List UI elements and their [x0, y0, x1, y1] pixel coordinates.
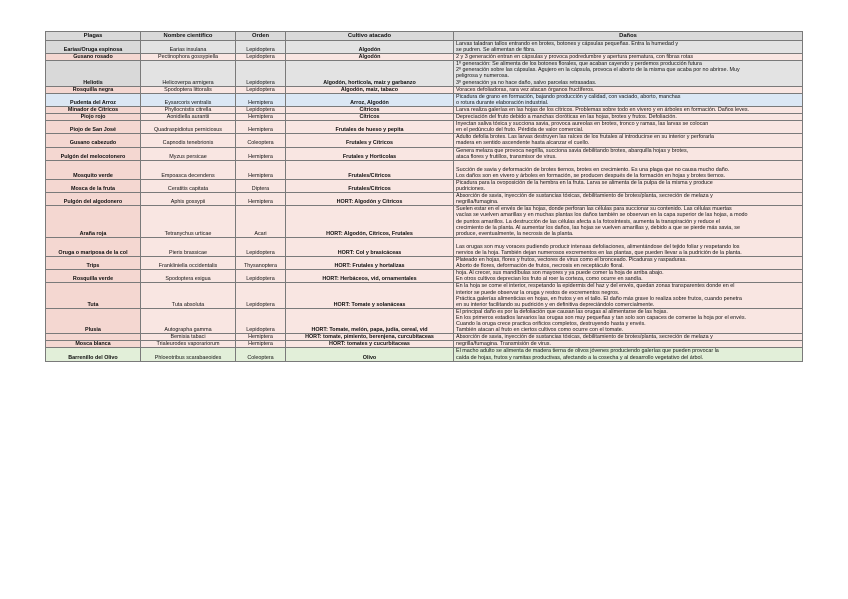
danos-line: hoja. Al crecer, sus mandíbulas son mayores y ya puede comer la hoja de arriba abajo. [456, 270, 664, 277]
table-row [46, 283, 803, 308]
cell-danos[interactable] [454, 54, 803, 61]
table-row [46, 93, 803, 106]
cell-orden[interactable]: Lepidoptera [236, 270, 286, 283]
cell-cultivo[interactable]: HORT: Frutales y hortalizas [286, 257, 454, 270]
cell-plaga[interactable]: Piojo de San José [46, 121, 141, 134]
header-plagas[interactable]: Plagas [46, 32, 141, 41]
table-body [46, 41, 803, 362]
danos-line: nervios de la hoja. También dejan numerosos excrementos en las plantas, que pueden llevar a la pudrición de la planta. [456, 250, 742, 256]
cell-nombre-cientifico[interactable]: Spodoptera exigua [141, 270, 236, 283]
cell-plaga[interactable]: Mosquito verde [46, 160, 141, 179]
cell-danos[interactable] [454, 206, 803, 237]
table-row [46, 206, 803, 237]
cell-plaga[interactable]: Trips [46, 257, 141, 270]
danos-line: Práctica galerías alimenticias en hojas, en frutos y en el tallo. El daño más grave lo realiza sobre frutos, cuando penetra [456, 295, 742, 302]
danos-line: caída de hojas, frutos y ramitas productivas, afectando a la cosecha y al desarrollo vegetativo del árbol. [456, 354, 704, 361]
cell-nombre-cientifico[interactable]: Frankliniella occidentalis [141, 257, 236, 270]
cell-plaga[interactable]: Gusano rosado [46, 54, 141, 61]
danos-line: 1º generación: Se alimenta de los botones florales, que acaban cayendo y perdemos producción futura [456, 61, 702, 68]
table-row [46, 121, 803, 134]
cell-plaga[interactable]: Barrenillo del Olivo [46, 348, 141, 361]
cell-cultivo[interactable]: Olivo [286, 348, 454, 361]
danos-line: En los primeros estadios larvarios las orugas son muy pequeñas y tan solo son capaces de comerse la hoja por el envés. [456, 314, 747, 321]
cell-plaga[interactable]: Araña roja [46, 206, 141, 237]
cell-orden[interactable]: Hemiptera [236, 334, 286, 341]
cell-cultivo[interactable]: HORT: Algodón, Cítricos, Frutales [286, 206, 454, 237]
cell-plaga[interactable]: Mosca de la fruta [46, 179, 141, 192]
cell-cultivo[interactable]: Frutales/Cítricos [286, 179, 454, 192]
cell-orden[interactable]: Acari [236, 206, 286, 237]
cell-plaga[interactable]: Earias/Oruga espinosa [46, 41, 141, 54]
cell-cultivo[interactable]: Cítricos [286, 114, 454, 121]
pest-table [45, 31, 803, 362]
danos-line: de puntos amarillos. La destrucción de las células afecta a la fotosíntesis, aumenta la transpiración y reduce el [456, 218, 720, 225]
cell-cultivo[interactable]: Arroz, Algodón [286, 93, 454, 106]
header-orden[interactable]: Orden [236, 32, 286, 41]
danos-line: 2º generación sobre las cápsulas. Agujero en la cápsula, provoca el aborto de la misma que acaba por no abrirse. Muy [456, 67, 740, 74]
danos-line: produce, eventualmente, la necrosis de la planta. [456, 230, 574, 237]
table-row [46, 179, 803, 192]
cell-orden[interactable]: Lepidoptera [236, 61, 286, 86]
cell-danos[interactable] [454, 147, 803, 160]
cell-cultivo[interactable]: HORT: Tomate, melón, papa, judía, cereal, vid [286, 308, 454, 333]
danos-line: interior se puede observar la oruga y restos de excrementos negros. [456, 289, 620, 296]
cell-cultivo[interactable]: Algodón [286, 41, 454, 54]
cell-cultivo[interactable]: HORT: Tomate y solanáceas [286, 283, 454, 308]
cell-cultivo[interactable]: Frutales de hueso y pepita [286, 121, 454, 134]
cell-plaga[interactable]: Pudenta del Arroz [46, 93, 141, 106]
cell-nombre-cientifico[interactable]: Quadraspidiotus perniciosus [141, 121, 236, 134]
cell-orden[interactable]: Hemiptera [236, 121, 286, 134]
table-row [46, 348, 803, 361]
cell-nombre-cientifico[interactable]: Pieris brassicae [141, 237, 236, 256]
danos-line: Aborto de flores, deformación de frutos, necrosis en receptáculo floral. [456, 263, 624, 270]
cell-plaga[interactable] [46, 334, 141, 341]
cell-plaga[interactable]: Piojo rojo [46, 114, 141, 121]
danos-line: 3º generación ya no hace daño, salvo parcelas retrasadas. [456, 79, 597, 86]
cell-plaga[interactable]: Oruga o mariposa de la col [46, 237, 141, 256]
danos-line: Absorción de savia, inyección de sustancias tóxicas, debilitamiento de brotes/planta, secreción de melaza y [456, 334, 713, 341]
table-row [46, 237, 803, 256]
danos-line: Absorción de savia, inyección de sustancias tóxicas, debilitamiento de brotes/planta, secreción de melaza y [456, 193, 713, 200]
header-cultivo-atacado[interactable]: Cultivo atacado [286, 32, 454, 41]
danos-line: en el pedúnculo del fruto. Pérdida de valor comercial. [456, 127, 584, 134]
cell-nombre-cientifico[interactable]: Tetranychus urticae [141, 206, 236, 237]
table-row [46, 160, 803, 179]
cell-cultivo[interactable]: HORT: tomates y cucurbitaceas [286, 341, 454, 348]
cell-plaga[interactable]: Rosquilla negra [46, 86, 141, 93]
cell-nombre-cientifico[interactable]: Ceratitis capitata [141, 179, 236, 192]
cell-danos[interactable] [454, 114, 803, 121]
danos-line: Plateado en hojas, flores y frutos, vectores de virus como el bronceado. Picaduras y raspaduras. [456, 257, 687, 264]
danos-line: pudriciones. [456, 186, 486, 193]
cell-orden[interactable]: Hemiptera [236, 93, 286, 106]
cell-danos[interactable] [454, 41, 803, 54]
cell-nombre-cientifico[interactable]: Pectinophora gossypiella [141, 54, 236, 61]
danos-line: Las orugas son muy voraces pudiendo producir intensas defoliaciones, alimentándose del tejido foliar y respetando los [456, 243, 740, 250]
cell-orden[interactable]: Diptera [236, 179, 286, 192]
danos-line: En otros cultivos deprecian los fruto al roer la corteza, como ocurre en sandía. [456, 276, 643, 283]
cell-orden[interactable]: Lepidoptera [236, 54, 286, 61]
cell-nombre-cientifico[interactable]: Aphis gossypii [141, 193, 236, 206]
danos-line: Picadura para la ovoposición de la hembra en la fruta. Larva se alimenta de la pulpa de la misma y produce [456, 179, 713, 186]
cell-plaga[interactable]: Minador de Cítricos [46, 106, 141, 113]
cell-nombre-cientifico[interactable]: Capnodis tenebrionis [141, 134, 236, 147]
header-nombre-cientifico[interactable]: Nombre científico [141, 32, 236, 41]
header-row [46, 32, 803, 41]
cell-cultivo[interactable]: Frutales y Horticolas [286, 147, 454, 160]
danos-line: Los daños son en vivero y árboles en formación, se producen después de la formación en hojas y brotes tiernos. [456, 172, 726, 179]
danos-line: Suelen estar en el envés de las hojas, donde perforan las células para succionar su contenido. Las células muertas [456, 206, 732, 213]
table-row [46, 41, 803, 54]
cell-plaga[interactable]: Gusano cabezudo [46, 134, 141, 147]
danos-line: Larvas taladran tallos entrando en brotes, botones y cápsulas pequeñas. Entra la humedad y [456, 41, 679, 47]
danos-line: El macho adulto se alimenta de madera tierna de olivos jóvenes produciendo galerías que pueden provocar la [456, 348, 719, 355]
danos-line: ataca flores y frutillos, transmisor de virus. [456, 153, 557, 160]
danos-line: Picadura de grano en formación, bajando producción y calidad, con vaciado, aborto, manchas [456, 93, 681, 100]
cell-orden[interactable]: Lepidoptera [236, 86, 286, 93]
cell-nombre-cientifico[interactable]: Trialeurodes vaporariorum [141, 341, 236, 348]
danos-line: Larva realiza galerías en las hojas de los cítricos. Problemas sobre todo en vivero y en árboles en formación. Daños leves. [456, 106, 750, 113]
cell-plaga[interactable]: Heliotis [46, 61, 141, 86]
cell-nombre-cientifico[interactable]: Aonidiella aurantii [141, 114, 236, 121]
danos-line: En la hoja se come el interior, respetando la epidermis del haz y del envés, quedan zonas transparentes donde en el [456, 283, 735, 290]
cell-orden[interactable]: Thysanoptera [236, 257, 286, 270]
danos-line: Cuando la oruga crece practica orificios completos, destruyendo hasta y envés. [456, 321, 646, 328]
cell-orden[interactable]: Coleoptera [236, 134, 286, 147]
cell-danos[interactable] [454, 283, 803, 308]
header-danos[interactable]: Daños [454, 32, 803, 41]
cell-plaga[interactable]: Pulgón del melocotonero [46, 147, 141, 160]
cell-orden[interactable]: Coleoptera [236, 348, 286, 361]
cell-plaga[interactable]: Pulgón del algodonero [46, 193, 141, 206]
danos-line: peligrosa y numerosa. [456, 73, 510, 80]
cell-danos[interactable] [454, 160, 803, 179]
cell-plaga[interactable]: Tuta [46, 283, 141, 308]
cell-cultivo[interactable]: HORT: Algodón y Cítricos [286, 193, 454, 206]
cell-orden[interactable]: Lepidoptera [236, 308, 286, 333]
cell-cultivo[interactable]: HORT: Col y brasicáceas [286, 237, 454, 256]
cell-danos[interactable] [454, 61, 803, 86]
danos-line: El principal daño es por la defoliación que causan las orugas al alimentarse de las hojas. [456, 308, 668, 315]
cell-nombre-cientifico[interactable]: Phyllocnistis citrella [141, 106, 236, 113]
cell-orden[interactable]: Lepidoptera [236, 237, 286, 256]
cell-nombre-cientifico[interactable]: Eysarcoris ventralis [141, 93, 236, 106]
danos-line: se pudren. Se alimentan de fibra. [456, 47, 536, 54]
cell-plaga[interactable]: Rosquilla verde [46, 270, 141, 283]
cell-danos[interactable] [454, 237, 803, 256]
danos-line: Depreciación del fruto debido a manchas cloróticas en las hojas, brotes y frutos. Defoliación. [456, 114, 677, 121]
table-row [46, 341, 803, 348]
table-row [46, 134, 803, 147]
cell-orden[interactable]: Lepidoptera [236, 106, 286, 113]
table-row [46, 54, 803, 61]
cell-nombre-cientifico[interactable]: Earias insulana [141, 41, 236, 54]
cell-danos[interactable] [454, 270, 803, 283]
danos-line: vacías se vuelven amarillas y en muchas plantas los daños también se observan en la capa superior de las hojas, a modo [456, 212, 748, 219]
cell-orden[interactable]: Lepidoptera [236, 41, 286, 54]
cell-danos[interactable] [454, 121, 803, 134]
cell-danos[interactable] [454, 257, 803, 270]
cell-cultivo[interactable]: Algodón [286, 54, 454, 61]
cell-danos[interactable] [454, 106, 803, 113]
cell-nombre-cientifico[interactable]: Phloeotribus scarabaeoides [141, 348, 236, 361]
cell-danos[interactable] [454, 134, 803, 147]
cell-nombre-cientifico[interactable]: Helicoverpa armigera [141, 61, 236, 86]
table-row [46, 114, 803, 121]
cell-nombre-cientifico[interactable]: Spodoptera littoralis [141, 86, 236, 93]
cell-plaga[interactable]: Plusia [46, 308, 141, 333]
danos-line: También atacan al fruto en ciertos cultivos como ocurre con el tomate. [456, 327, 624, 334]
danos-line: Genera melaza que provoca negrilla, succiona savia debilitando brotes, abarquilla hojas y brotes, [456, 147, 689, 154]
cell-cultivo[interactable]: HORT: Herbáceos, vid, ornamentales [286, 270, 454, 283]
danos-line: o rotura durante elaboración industrial. [456, 99, 549, 106]
cell-plaga[interactable]: Mosca blanca [46, 341, 141, 348]
cell-nombre-cientifico[interactable]: Bemisia tabaci [141, 334, 236, 341]
table-row [46, 334, 803, 341]
cell-orden[interactable]: Hemiptera [236, 193, 286, 206]
cell-orden[interactable]: Hemiptera [236, 147, 286, 160]
danos-line: Adulto defolia brotes. Las larvas destruyen las raíces de los frutales al introducirse en su interior y perforarla [456, 134, 714, 141]
table-row [46, 61, 803, 86]
cell-orden[interactable]: Hemiptera [236, 341, 286, 348]
cell-cultivo[interactable]: Algodón, horticola, maiz y garbanzo [286, 61, 454, 86]
cell-danos[interactable] [454, 193, 803, 206]
cell-danos[interactable] [454, 93, 803, 106]
cell-cultivo[interactable]: Frutales y Cítricos [286, 134, 454, 147]
table-row [46, 86, 803, 93]
cell-nombre-cientifico[interactable]: Myzus persicae [141, 147, 236, 160]
cell-cultivo[interactable]: Algodón, maiz, tabaco [286, 86, 454, 93]
table-row [46, 106, 803, 113]
cell-nombre-cientifico[interactable]: Autographa gamma [141, 308, 236, 333]
cell-cultivo[interactable]: HORT: tomate, pimiento, berenjena, curcubitaceas [286, 334, 454, 341]
table-row [46, 270, 803, 283]
cell-danos[interactable] [454, 341, 803, 348]
danos-line: Succión de savia y deformación de brotes tiernos, brotes en crecimiento. Es una plaga que no causa mucho daño. [456, 166, 730, 173]
danos-line: negrilla/fumagina. [456, 199, 499, 206]
cell-danos[interactable] [454, 308, 803, 333]
table-row [46, 193, 803, 206]
danos-line: en su interior facilitando su pudrición y en definitiva depreciándolo comercialmente. [456, 301, 655, 308]
table-row [46, 308, 803, 333]
cell-danos[interactable] [454, 179, 803, 192]
table-row [46, 257, 803, 270]
cell-danos[interactable] [454, 86, 803, 93]
cell-danos[interactable] [454, 334, 803, 341]
cell-nombre-cientifico[interactable]: Tuta absoluta [141, 283, 236, 308]
cell-nombre-cientifico[interactable]: Empoasca decendens [141, 160, 236, 179]
cell-orden[interactable]: Hemiptera [236, 114, 286, 121]
danos-line: negrilla/fumagina. Transmisión de virus. [456, 341, 551, 348]
danos-line: 2 y 3 generación entran en cápsulas y provoca podredumbre y apertura prematura, con fibras rotas [456, 54, 694, 61]
cell-cultivo[interactable]: Frutales/Cítricos [286, 160, 454, 179]
danos-line: Voraces defoliadoras, rara vez atacan órganos fructíferos. [456, 86, 595, 93]
danos-line: crecimiento de la planta. Al aumentar los daños, las hojas se vuelven amarillas y, debido a que se pierde más savia, se [456, 224, 740, 231]
cell-orden[interactable]: Lepidoptera [236, 283, 286, 308]
table-row [46, 147, 803, 160]
cell-danos[interactable] [454, 348, 803, 361]
cell-cultivo[interactable]: Cítricos [286, 106, 454, 113]
danos-line: madera en sentido ascendente hasta alcanzar el cuello. [456, 140, 590, 147]
cell-orden[interactable]: Hemiptera [236, 160, 286, 179]
danos-line: Inyectan saliva tóxica y succiona savia, provoca aureolas en brotes, tronco y ramas, las larvas se colocan [456, 121, 709, 128]
